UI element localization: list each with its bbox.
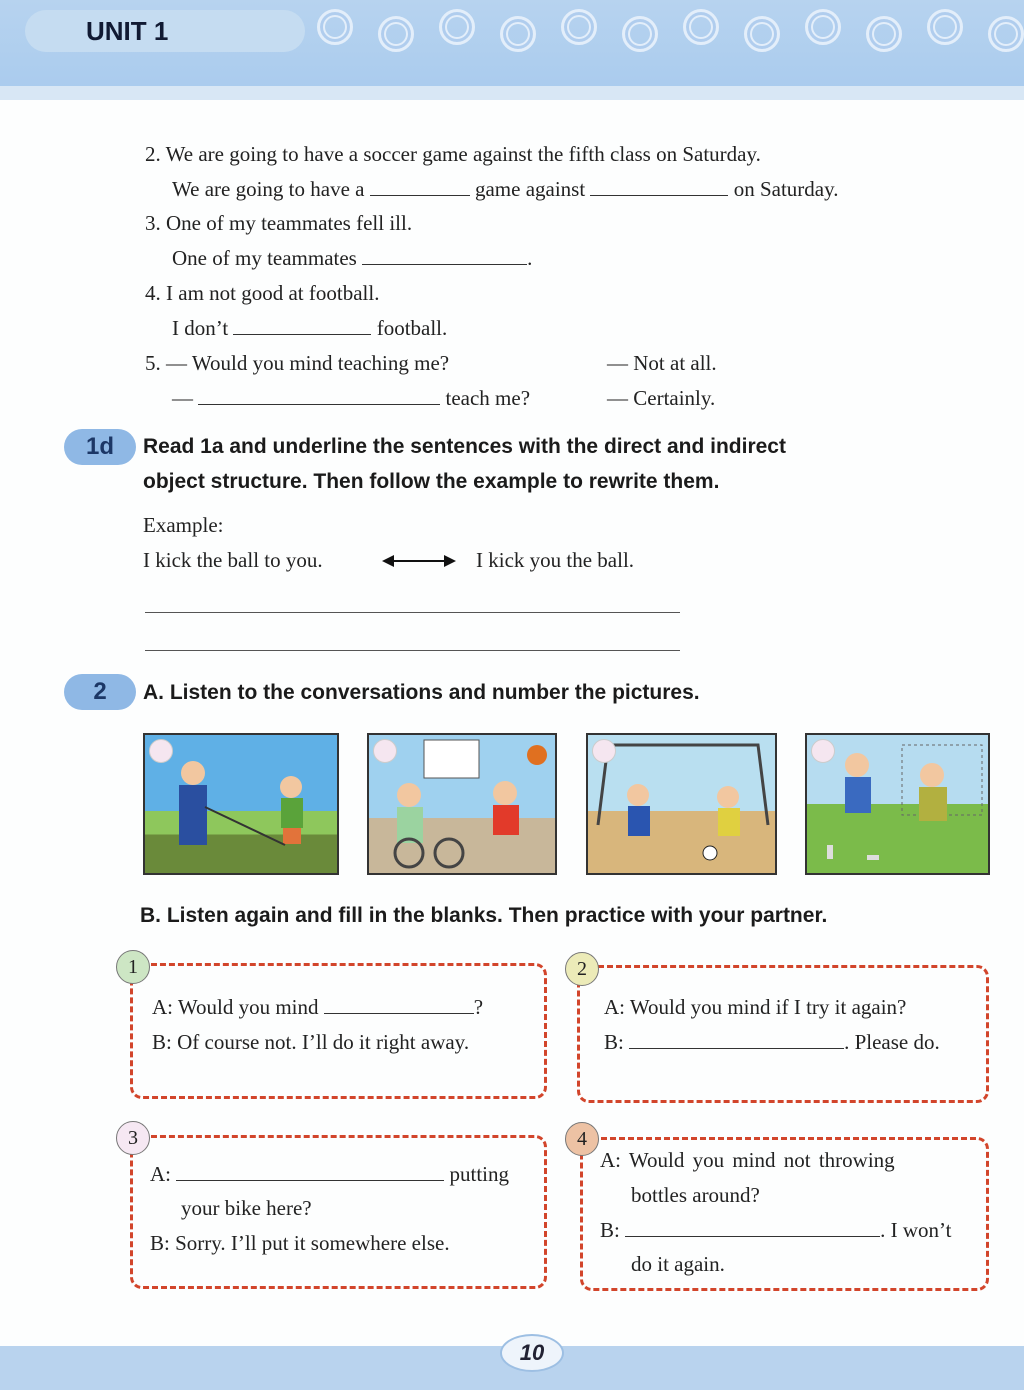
number-circle[interactable]: [373, 739, 397, 763]
dialog-number-1: 1: [116, 950, 150, 984]
text: teach me?: [445, 386, 531, 410]
text: .: [527, 246, 533, 270]
text: . I won’t: [880, 1218, 952, 1242]
text: . Please do.: [844, 1030, 940, 1054]
item-2-line2: [172, 177, 839, 201]
instruction-2a: A. Listen to the conversations and number the pictures.: [143, 681, 700, 704]
text: B:: [604, 1030, 624, 1054]
text: We are going to have a: [172, 177, 365, 201]
text: football.: [376, 316, 448, 340]
ring-decoration: [378, 16, 414, 52]
reply: — Not at all.: [607, 351, 717, 375]
item-2-line1: [145, 142, 761, 166]
dialog-2-a: A: Would you mind if I try it again?: [604, 995, 907, 1019]
dialog-1-b: B: Of course not. I’ll do it right away.: [152, 1030, 470, 1054]
illustration: [369, 735, 555, 873]
ring-decoration: [744, 16, 780, 52]
item-4-line2: [172, 316, 447, 340]
answer-line[interactable]: [145, 612, 680, 613]
text: B:: [600, 1218, 620, 1242]
section-badge-1d: 1d: [64, 429, 136, 465]
dialog-4-a: A: Would you mind not throwing: [600, 1148, 895, 1172]
item-number: 4.: [145, 281, 161, 305]
number-circle[interactable]: [811, 739, 835, 763]
ring-decoration: [683, 9, 719, 45]
instruction-1d-line1: Read 1a and underline the sentences with the direct and indirect: [143, 435, 786, 458]
blank[interactable]: [370, 177, 470, 196]
dialog-4-a-cont: bottles around?: [631, 1183, 760, 1207]
ring-decoration: [622, 16, 658, 52]
text: game against: [474, 177, 586, 201]
text: I don’t: [172, 316, 229, 340]
ring-decoration: [866, 16, 902, 52]
ring-decoration: [927, 9, 963, 45]
ring-decoration: [317, 9, 353, 45]
text: A:: [150, 1162, 171, 1186]
example-right: I kick you the ball.: [476, 548, 635, 572]
dialog-4-b: [600, 1218, 951, 1242]
illustration: [588, 735, 775, 873]
example-left: I kick the ball to you.: [143, 548, 323, 572]
text: ?: [473, 995, 484, 1019]
blank[interactable]: [176, 1162, 444, 1181]
unit-title: UNIT 1: [86, 16, 169, 46]
dialog-3-b: B: Sorry. I’ll put it somewhere else.: [150, 1231, 450, 1255]
item-4-line1: [145, 281, 379, 305]
blank[interactable]: [590, 177, 728, 196]
item-3-line2: [172, 246, 532, 270]
answer-line[interactable]: [145, 650, 680, 651]
item-5-line1: [145, 351, 449, 375]
picture-boy-man-bottles[interactable]: [805, 733, 990, 875]
picture-girl-boy-soccer-goal[interactable]: [586, 733, 777, 875]
dialog-number-4: 4: [565, 1122, 599, 1156]
dialog-3-a: [150, 1162, 509, 1186]
illustration: [807, 735, 988, 873]
ring-decoration: [805, 9, 841, 45]
text: One of my teammates: [172, 246, 357, 270]
dialog-number-3: 3: [116, 1121, 150, 1155]
text: putting: [449, 1162, 510, 1186]
illustration: [145, 735, 337, 873]
double-arrow-icon: [380, 552, 458, 570]
item-3-line1: [145, 211, 412, 235]
number-circle[interactable]: [149, 739, 173, 763]
item-5-line2: [172, 386, 530, 410]
text: A: Would you mind: [152, 995, 319, 1019]
sentence: We are going to have a soccer game against the fifth class on Saturday.: [165, 142, 761, 166]
sentence: I am not good at football.: [166, 281, 380, 305]
dialog-3-a-cont: your bike here?: [181, 1196, 312, 1220]
dialog-2-b: [604, 1030, 940, 1054]
section-badge-2: 2: [64, 674, 136, 710]
sentence: One of my teammates fell ill.: [166, 211, 413, 235]
item-number: 3.: [145, 211, 161, 235]
dialog-4-b-cont: do it again.: [631, 1252, 725, 1276]
reply: — Certainly.: [607, 386, 716, 410]
ring-decoration: [439, 9, 475, 45]
item-number: 2.: [145, 142, 161, 166]
picture-girl-bike-boy-basketball[interactable]: [367, 733, 557, 875]
instruction-2b: B. Listen again and fill in the blanks. Then practice with your partner.: [140, 904, 828, 927]
page-number: 10: [500, 1334, 564, 1372]
ring-decoration: [500, 16, 536, 52]
blank[interactable]: [198, 386, 440, 405]
blank[interactable]: [629, 1030, 844, 1049]
blank[interactable]: [324, 995, 474, 1014]
blank[interactable]: [625, 1218, 880, 1237]
blank[interactable]: [233, 316, 371, 335]
number-circle[interactable]: [592, 739, 616, 763]
blank[interactable]: [362, 246, 527, 265]
ring-decoration: [988, 16, 1024, 52]
text: on Saturday.: [733, 177, 839, 201]
example-label: Example:: [143, 513, 224, 537]
dialog-number-2: 2: [565, 952, 599, 986]
item-number: 5.: [145, 351, 161, 375]
header-shade: [0, 86, 1024, 100]
sentence: — Would you mind teaching me?: [166, 351, 450, 375]
dialog-1-a: [152, 995, 483, 1019]
ring-decoration: [561, 9, 597, 45]
picture-teacher-and-boy[interactable]: [143, 733, 339, 875]
text: —: [172, 386, 193, 410]
instruction-1d-line2: object structure. Then follow the example to rewrite them.: [143, 470, 720, 493]
